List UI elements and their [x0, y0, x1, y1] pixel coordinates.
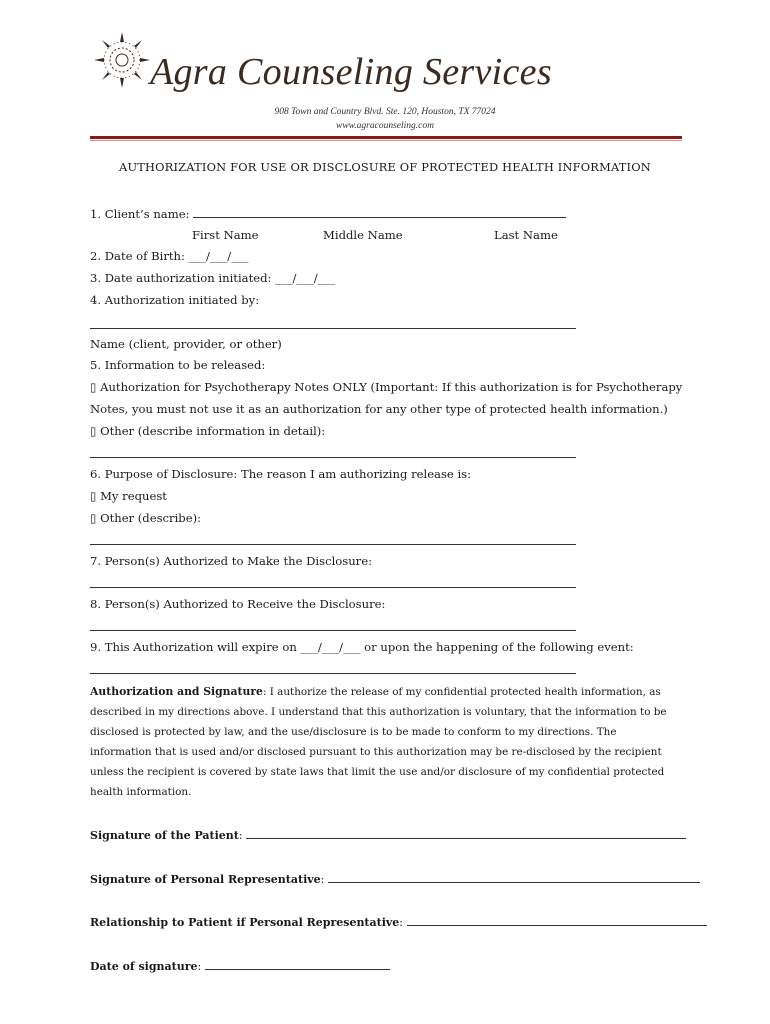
- representative-signature-row: Signature of Personal Representative:: [90, 870, 700, 886]
- signature-date-row: Date of signature:: [90, 957, 390, 973]
- client-name-label: 1. Client’s name:: [90, 207, 190, 221]
- last-name-label: Last Name: [494, 228, 558, 242]
- brand-name: Agra Counseling Services: [150, 51, 552, 93]
- patient-signature-label: Signature of the Patient: [90, 829, 239, 842]
- psychotherapy-notes-note: Notes, you must not use it as an authorization for any other type of protected health information.): [90, 402, 668, 416]
- initiated-by-sublabel: Name (client, provider, or other): [90, 337, 282, 351]
- date-initiated-field[interactable]: 3. Date authorization initiated: ___/___/___: [90, 271, 336, 285]
- representative-signature-label: Signature of Personal Representative: [90, 873, 321, 886]
- purpose-label: 6. Purpose of Disclosure: The reason I am authorizing release is:: [90, 467, 472, 481]
- patient-signature-field[interactable]: [246, 826, 686, 839]
- expiration-event-field[interactable]: [90, 673, 576, 674]
- client-name-field[interactable]: [193, 205, 566, 218]
- first-name-label: First Name: [192, 228, 259, 242]
- address: 908 Town and Country Blvd. Ste. 120, Houston, TX 77024: [274, 107, 496, 117]
- my-request-checkbox[interactable]: ▯ My request: [90, 489, 167, 503]
- expiration-label: 9. This Authorization will expire on ___/___/___ or upon the happening of the following event:: [90, 640, 634, 654]
- disclosure-receiver-label: 8. Person(s) Authorized to Receive the Disclosure:: [90, 597, 386, 611]
- website: www.agracounseling.com: [336, 121, 434, 131]
- info-other-checkbox[interactable]: ▯ Other (describe information in detail):: [90, 424, 326, 438]
- dob-field[interactable]: 2. Date of Birth: ___/___/___: [90, 249, 249, 263]
- purpose-other-checkbox[interactable]: ▯ Other (describe):: [90, 511, 201, 525]
- disclosure-maker-field[interactable]: [90, 587, 576, 588]
- patient-signature-row: Signature of the Patient:: [90, 826, 686, 842]
- flower-seal-icon: [92, 30, 152, 90]
- info-other-field[interactable]: [90, 457, 576, 458]
- representative-signature-field[interactable]: [328, 870, 700, 883]
- relationship-field[interactable]: [407, 913, 707, 926]
- initiated-by-field[interactable]: [90, 328, 576, 329]
- initiated-by-label: 4. Authorization initiated by:: [90, 293, 260, 307]
- signature-date-label: Date of signature: [90, 960, 198, 973]
- middle-name-label: Middle Name: [323, 228, 403, 242]
- signature-date-field[interactable]: [205, 957, 390, 970]
- header-rule-thin: [90, 140, 682, 141]
- relationship-row: Relationship to Patient if Personal Representative:: [90, 913, 707, 929]
- disclosure-maker-label: 7. Person(s) Authorized to Make the Disclosure:: [90, 554, 372, 568]
- client-name-row: [90, 205, 566, 221]
- authorization-paragraph: [90, 682, 680, 802]
- form-title: AUTHORIZATION FOR USE OR DISCLOSURE OF PROTECTED HEALTH INFORMATION: [119, 160, 651, 174]
- authorization-text: : I authorize the release of my confidential protected health information, as described in my directions above. I understand that this authorization is voluntary, that the information to be disclosed is protected by law, and the use/disclosure is to be made to conform to my directions. The information that is used and/or disclosed pursuant to this authorization may be re-disclosed by the recipient unless the recipient is covered by state laws that limit the use and/or disclosure of my confidential protected health information.: [90, 686, 667, 798]
- header-rule: [90, 136, 682, 139]
- purpose-other-field[interactable]: [90, 544, 576, 545]
- info-released-label: 5. Information to be released:: [90, 358, 266, 372]
- psychotherapy-notes-checkbox[interactable]: ▯ Authorization for Psychotherapy Notes ONLY (Important: If this authorization is for Psychotherapy: [90, 380, 683, 394]
- authorization-heading: Authorization and Signature: [90, 685, 263, 698]
- disclosure-receiver-field[interactable]: [90, 630, 576, 631]
- relationship-label: Relationship to Patient if Personal Representative: [90, 916, 400, 929]
